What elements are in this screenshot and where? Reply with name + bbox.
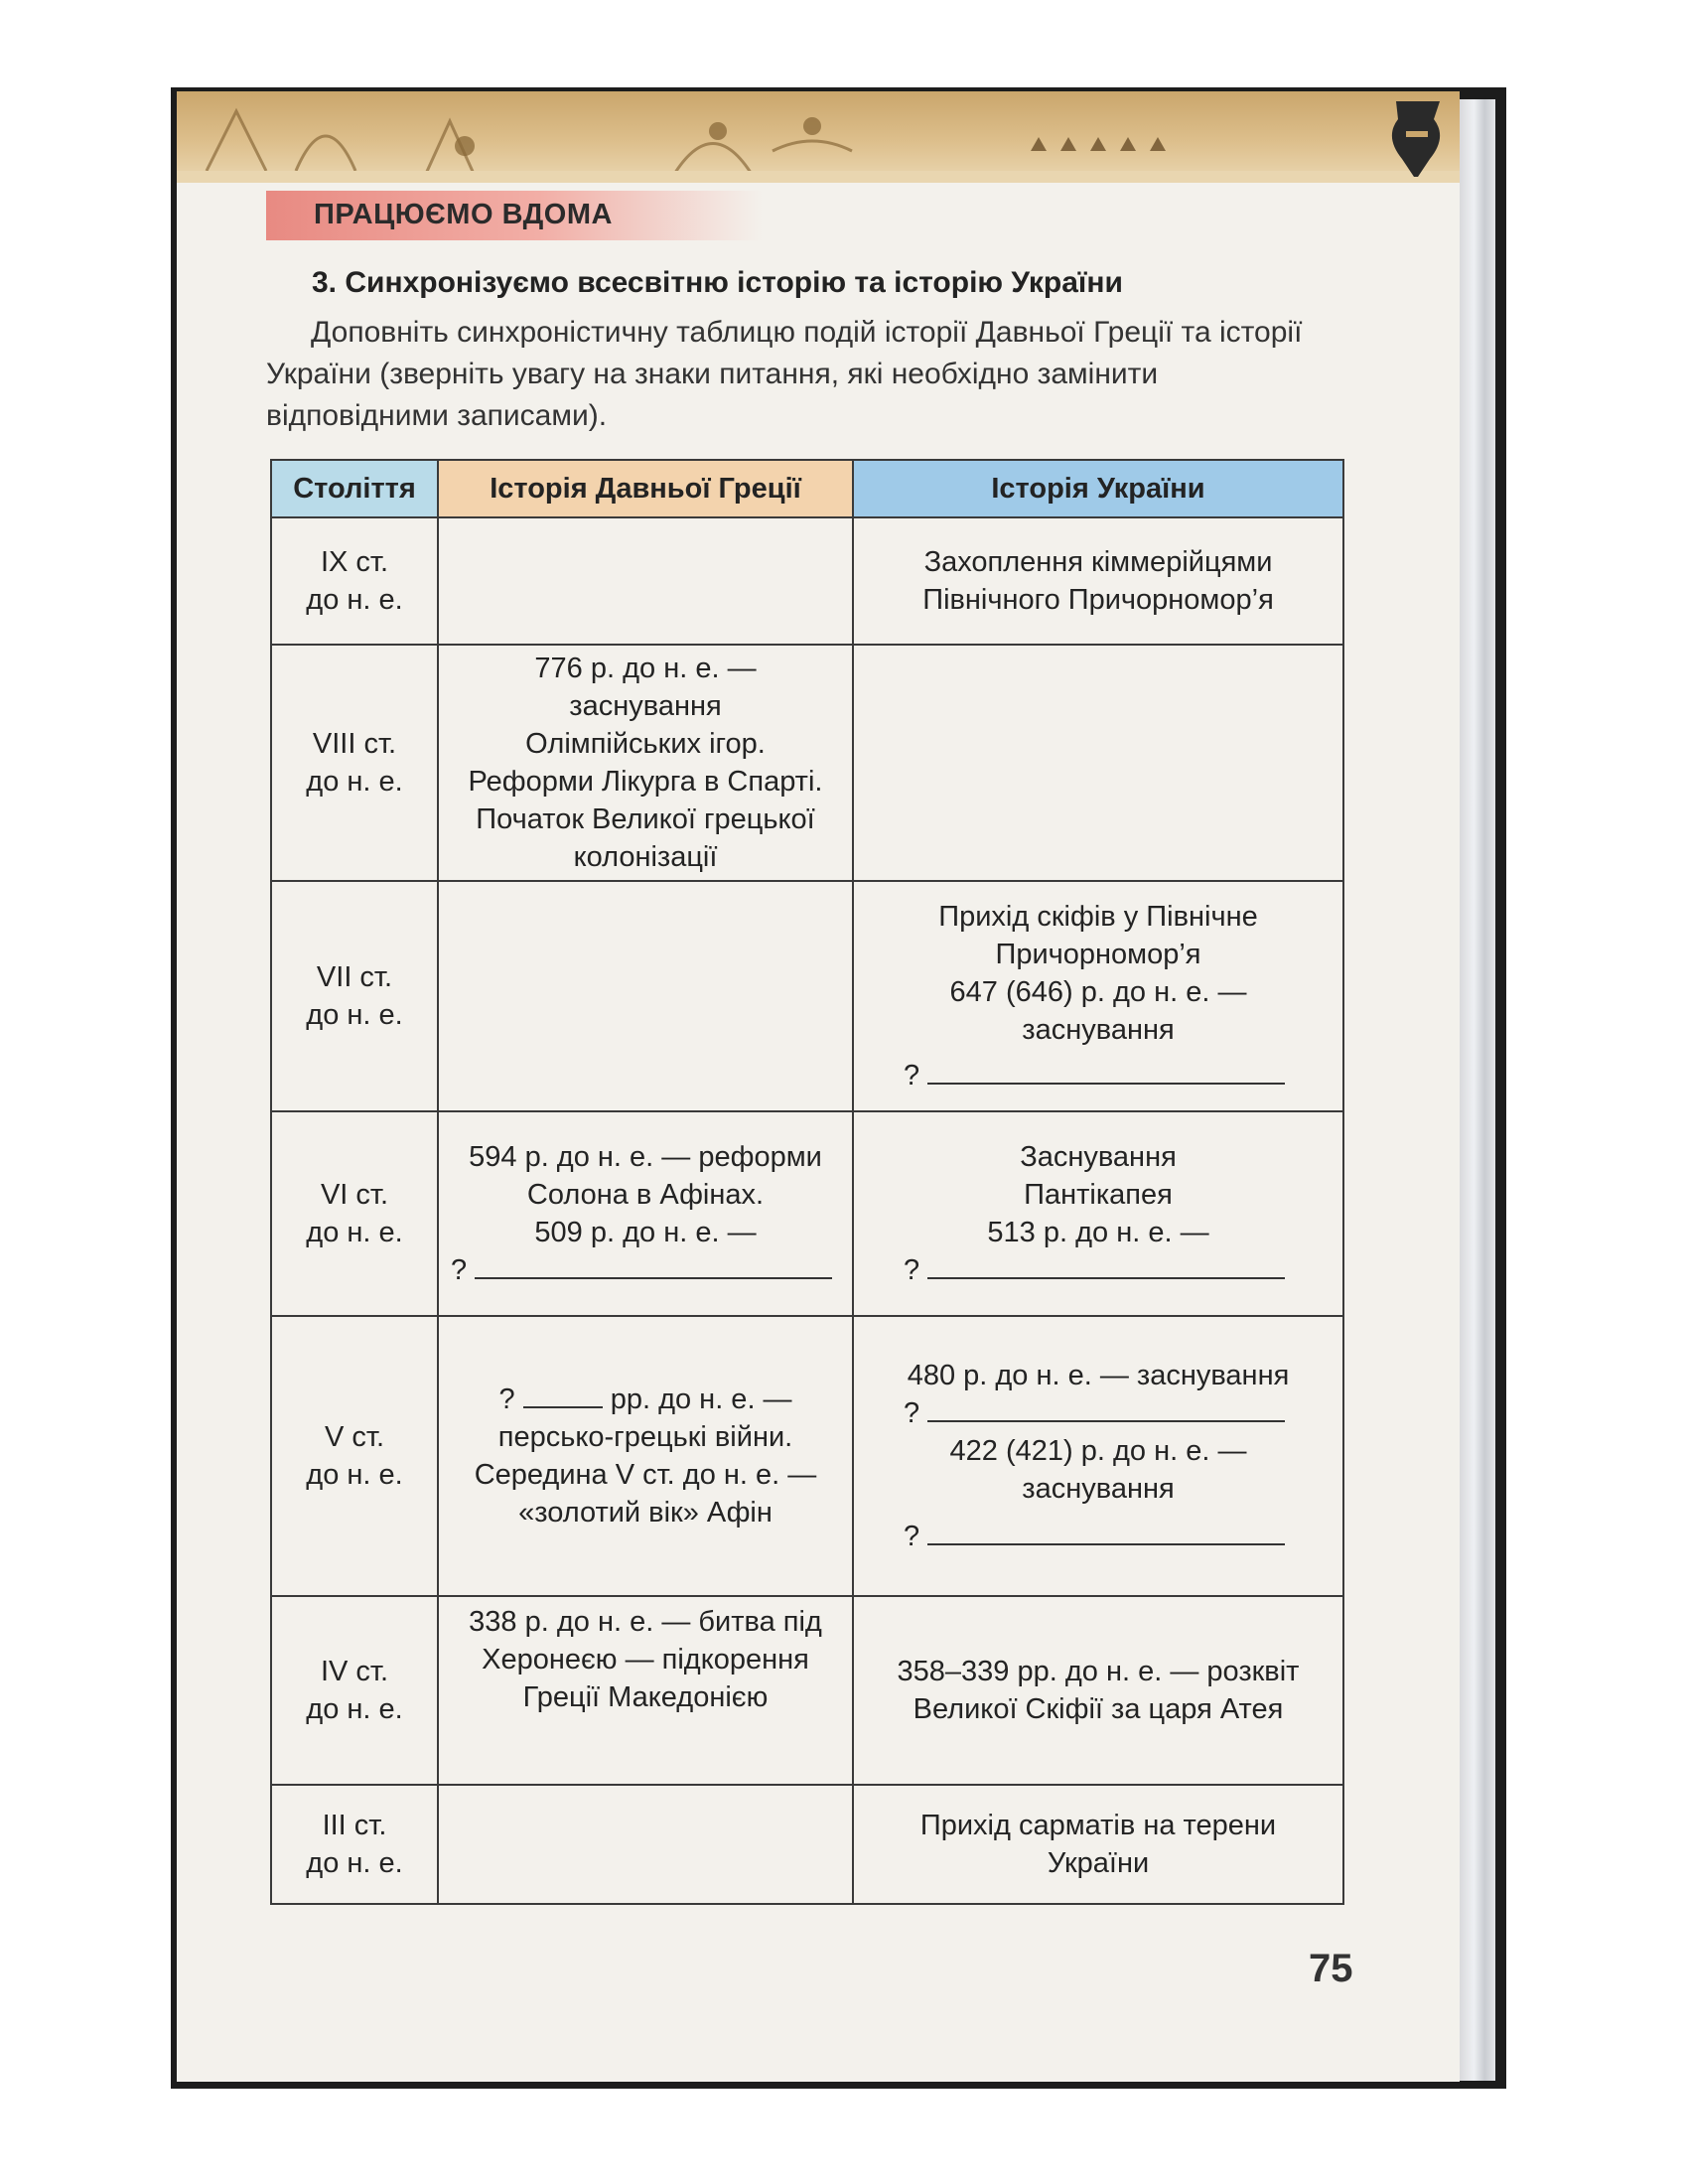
exercise-text: Доповніть синхроністичну таблицю подій історії Давньої Греції та історії України (зверніть увагу на знаки питання, які необхідно замінити відповідними записами). [266,316,1303,432]
answer-blank[interactable]: ? [864,1518,1333,1555]
greece-cell [438,881,853,1111]
header-century: Століття [271,460,438,517]
greece-cell [438,517,853,645]
greece-cell [438,1785,853,1904]
century-cell: IV ст. до н. е. [271,1596,438,1785]
century-cell: VII ст. до н. е. [271,881,438,1111]
page-edges [1460,99,1495,2081]
century-cell: IX ст. до н. е. [271,517,438,645]
century-cell: VIII ст. до н. е. [271,645,438,881]
table-header-row [271,460,1343,517]
table-row [271,1596,1343,1785]
ukraine-cell: Прихід сарматів на терени України [853,1785,1343,1904]
page-number: 75 [1309,1947,1353,1990]
section-label [266,191,763,240]
header-greece: Історія Давньої Греції [438,460,853,517]
exercise-instructions [266,312,1343,437]
ukraine-cell: 480 р. до н. е. — заснування ? 422 (421) р. до н. е. — заснування ? [853,1316,1343,1596]
answer-blank[interactable]: ? [864,1251,1333,1289]
table-row [271,1785,1343,1904]
ukraine-cell: Прихід скіфів у Північне Причорномор’я 647 (646) р. до н. е. — заснування ? [853,881,1343,1111]
greece-cell: 776 р. до н. е. — заснування Олімпійських ігор. Реформи Лікурга в Спарті. Початок Великої грецької колонізації [438,645,853,881]
ukraine-cell: 358–339 рр. до н. е. — розквіт Великої Скіфії за царя Атея [853,1596,1343,1785]
answer-blank[interactable]: ? [864,1394,1333,1432]
greece-cell: ? рр. до н. е. — персько-грецькі війни. Середина V ст. до н. е. — «золотий вік» Афін [438,1316,853,1596]
table-row [271,517,1343,645]
table-row [271,881,1343,1111]
ukraine-cell [853,645,1343,881]
table-row [271,1111,1343,1316]
section-label-text: ПРАЦЮЄМО ВДОМА [314,199,613,230]
header-ukraine: Історія України [853,460,1343,517]
exercise-title: 3. Синхронізуємо всесвітню історію та історію України [312,266,1123,299]
ukraine-cell: Захоплення кіммерійцями Північного Причорномор’я [853,517,1343,645]
century-cell: III ст. до н. е. [271,1785,438,1904]
answer-blank[interactable]: ? [449,1251,842,1289]
greece-cell: 338 р. до н. е. — битва під Херонеєю — підкорення Греції Македонією [438,1596,853,1785]
ornament-illustration [177,91,1460,183]
synchronistic-table [270,459,1344,1905]
century-cell: V ст. до н. е. [271,1316,438,1596]
answer-blank[interactable]: ? рр. до н. е. — [449,1381,842,1418]
answer-blank[interactable]: ? [864,1057,1333,1094]
ukraine-cell: Заснування Пантікапея 513 р. до н. е. — ? [853,1111,1343,1316]
century-cell: VI ст. до н. е. [271,1111,438,1316]
greece-cell: 594 р. до н. е. — реформи Солона в Афінах. 509 р. до н. е. — ? [438,1111,853,1316]
table-row [271,1316,1343,1596]
table-row [271,645,1343,881]
decorative-banner [177,91,1460,183]
